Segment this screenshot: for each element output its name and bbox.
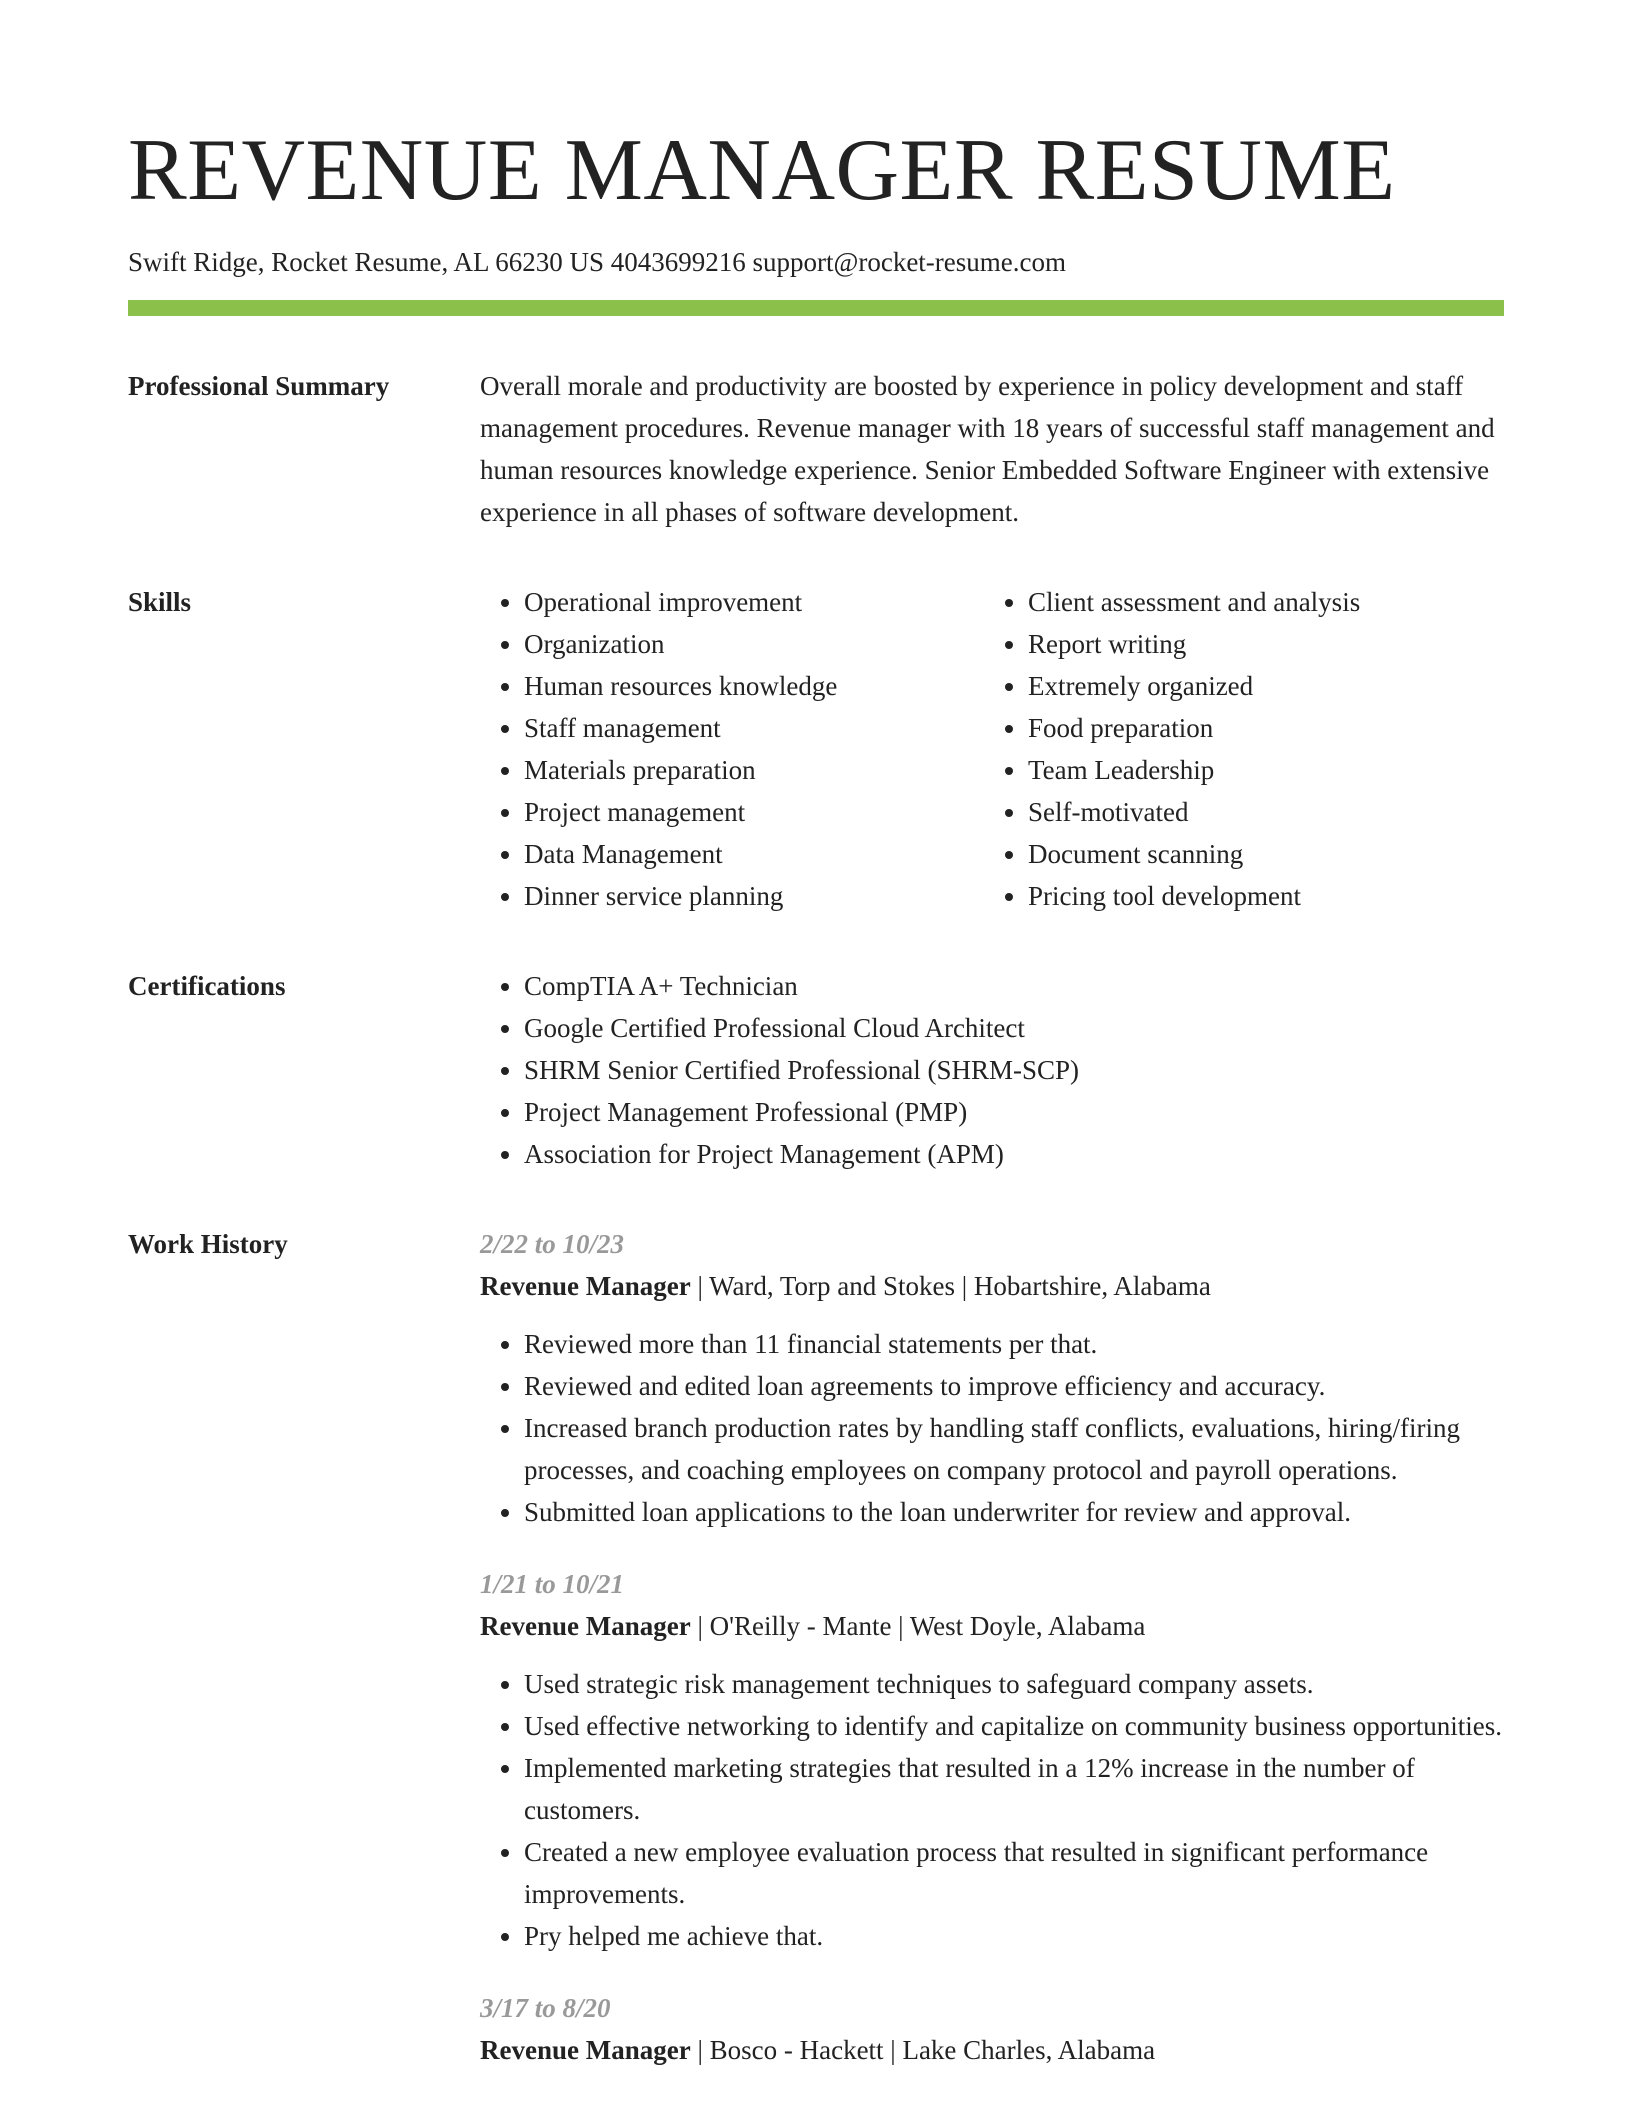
skills-content [480, 581, 1504, 917]
job-details: | Ward, Torp and Stokes | Hobartshire, Alabama [690, 1271, 1211, 1301]
certification-item: • CompTIA A+ Technician [524, 965, 1504, 1007]
job-details: | Bosco - Hackett | Lake Charles, Alabama [690, 2035, 1156, 2065]
skill-item: • Materials preparation [524, 749, 984, 791]
job-dates: 2/22 to 10/23 [480, 1229, 625, 1259]
summary-text: Overall morale and productivity are boosted by experience in policy development and staff management procedures. Revenue manager with 18 years of successful staff management and human resources knowledge experience. Senior Embedded Software Engineer with extensive experience in all phases of software development. [480, 371, 1495, 527]
resume-page [128, 0, 1504, 2101]
skill-item: • Data Management [524, 833, 984, 875]
work-history-label: Work History [128, 1229, 288, 1259]
skills-list-left [480, 581, 984, 917]
skills-column-left [480, 581, 984, 917]
skill-item: • Project management [524, 791, 984, 833]
summary-label: Professional Summary [128, 371, 390, 401]
job-bullet: • Reviewed more than 11 financial statements per that. [524, 1323, 1504, 1365]
summary-content [480, 365, 1504, 533]
job-details: | O'Reilly - Mante | West Doyle, Alabama [690, 1611, 1146, 1641]
job-entry [480, 1223, 1504, 1533]
job-title: Revenue Manager [480, 1611, 691, 1641]
job-bullet: • Reviewed and edited loan agreements to improve efficiency and accuracy. [524, 1365, 1504, 1407]
certifications-label: Certifications [128, 971, 286, 1001]
job-title: Revenue Manager [480, 2035, 691, 2065]
work-history-content [480, 1223, 1504, 2101]
job-heading [480, 1265, 1504, 1307]
skill-item: • Operational improvement [524, 581, 984, 623]
job-title: Revenue Manager [480, 1271, 691, 1301]
job-dates: 3/17 to 8/20 [480, 1993, 611, 2023]
job-heading [480, 2029, 1504, 2071]
certifications-content [480, 965, 1504, 1175]
skills-section [128, 581, 1504, 917]
job-bullets [480, 1663, 1504, 1957]
summary-section [128, 365, 1504, 533]
header-divider [128, 300, 1504, 316]
job-bullet: • Created a new employee evaluation process that resulted in significant performance improvements. [524, 1831, 1504, 1915]
job-bullet: • Submitted loan applications to the loan underwriter for review and approval. [524, 1491, 1504, 1533]
job-bullets [480, 1323, 1504, 1533]
certification-item: • SHRM Senior Certified Professional (SHRM-SCP) [524, 1049, 1504, 1091]
job-heading [480, 1605, 1504, 1647]
skill-item: • Self-motivated [1028, 791, 1488, 833]
skill-item: • Organization [524, 623, 984, 665]
job-entry [480, 1987, 1504, 2071]
skill-item: • Extremely organized [1028, 665, 1488, 707]
resume-title: REVENUE MANAGER RESUME [128, 122, 1396, 219]
skill-item: • Team Leadership [1028, 749, 1488, 791]
skills-list-right [984, 581, 1488, 917]
certification-item: • Association for Project Management (APM) [524, 1133, 1504, 1175]
skill-item: • Report writing [1028, 623, 1488, 665]
certifications-list [480, 965, 1504, 1175]
skills-grid [480, 581, 1504, 917]
certification-item: • Google Certified Professional Cloud Architect [524, 1007, 1504, 1049]
job-dates: 1/21 to 10/21 [480, 1569, 625, 1599]
certification-item: • Project Management Professional (PMP) [524, 1091, 1504, 1133]
skills-label: Skills [128, 587, 192, 617]
skill-item: • Staff management [524, 707, 984, 749]
job-bullet: • Used effective networking to identify and capitalize on community business opportunities. [524, 1705, 1504, 1747]
skill-item: • Pricing tool development [1028, 875, 1488, 917]
skill-item: • Dinner service planning [524, 875, 984, 917]
job-bullet: • Used strategic risk management techniques to safeguard company assets. [524, 1663, 1504, 1705]
job-entry [480, 1563, 1504, 1957]
skill-item: • Human resources knowledge [524, 665, 984, 707]
job-bullet: • Increased branch production rates by handling staff conflicts, evaluations, hiring/firing processes, and coaching employees on company protocol and payroll operations. [524, 1407, 1504, 1491]
job-bullet: • Implemented marketing strategies that resulted in a 12% increase in the number of customers. [524, 1747, 1504, 1831]
job-bullet: • Pry helped me achieve that. [524, 1915, 1504, 1957]
skill-item: • Client assessment and analysis [1028, 581, 1488, 623]
certifications-section [128, 965, 1504, 1175]
work-history-section [128, 1223, 1504, 2101]
skill-item: • Food preparation [1028, 707, 1488, 749]
skill-item: • Document scanning [1028, 833, 1488, 875]
skills-column-right [984, 581, 1488, 917]
contact-line: Swift Ridge, Rocket Resume, AL 66230 US 4043699216 support@rocket-resume.com [128, 247, 1066, 277]
